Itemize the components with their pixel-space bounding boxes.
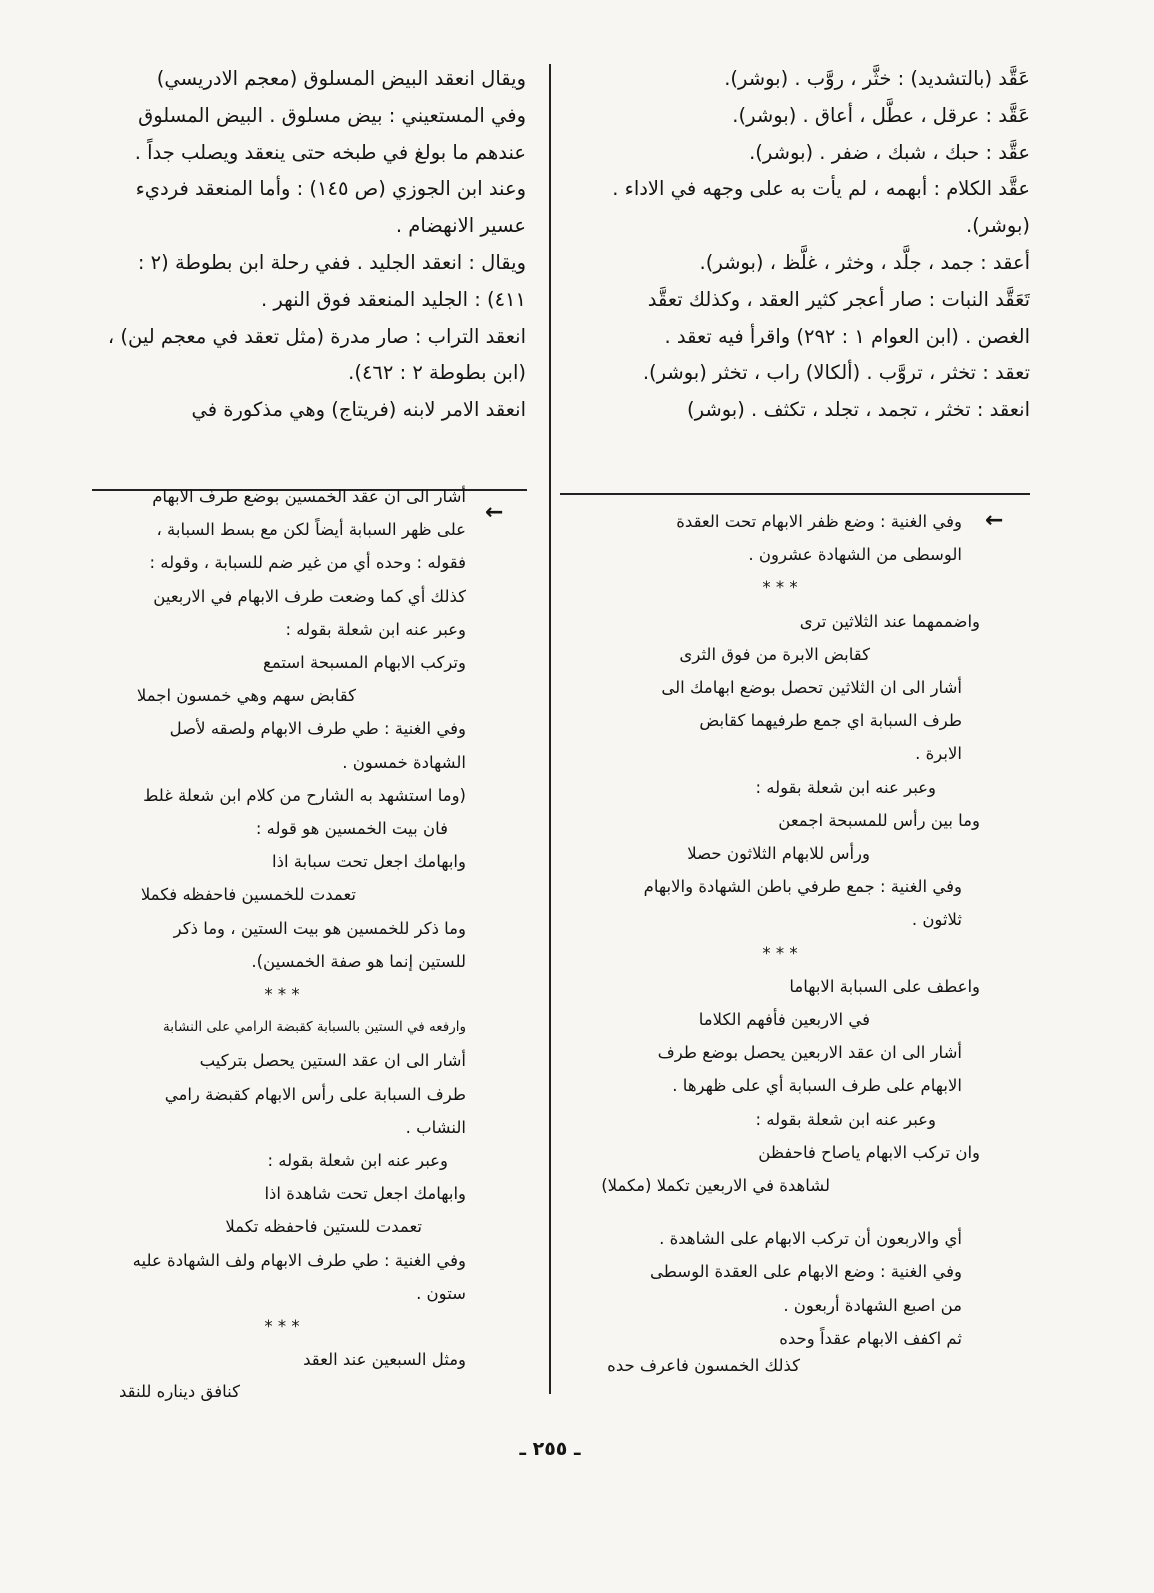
verse-line: وابهامك اجعل تحت سبابة اذا bbox=[272, 852, 466, 872]
footnote-line: وفي الغنية : وضع ظفر الابهام تحت العقدة bbox=[676, 512, 962, 531]
footnote-line: وفي الغنية : طي طرف الابهام ولصقه لأصل bbox=[169, 719, 466, 739]
verse-line-end: كنافق ديناره للنقد bbox=[118, 1382, 240, 1401]
footnote-line: كذلك أي كما وضعت طرف الابهام في الاربعين bbox=[153, 586, 466, 606]
dict-entry: عَقَّد (بالتشديد) : خثَّر ، روَّب . (بوشر). bbox=[724, 67, 1030, 90]
column-divider bbox=[549, 64, 551, 1394]
page-number: ـ ٢٥٥ ـ bbox=[519, 1438, 581, 1460]
footnote-line: الوسطى من الشهادة عشرون . bbox=[748, 545, 962, 565]
footnote-line: فقوله : وحده أي من غير ضم للسبابة ، وقوله : bbox=[149, 553, 466, 573]
dict-entry: انعقد الامر لابنه (فريتاج) وهي مذكورة في bbox=[191, 398, 526, 422]
verse-line: ومثل السبعين عند العقد bbox=[303, 1350, 466, 1370]
footnote-line: طرف السبابة على رأس الابهام كقبضة رامي bbox=[164, 1084, 466, 1104]
footnote-line: وعبر عنه ابن شعلة بقوله : bbox=[755, 1109, 936, 1129]
verse-line: وابهامك اجعل تحت شاهدة اذا bbox=[264, 1184, 466, 1204]
footnote-line: الابهام على طرف السبابة أي على ظهرها . bbox=[672, 1076, 962, 1096]
footnote-line: وفي الغنية : طي طرف الابهام ولف الشهادة عليه bbox=[132, 1250, 466, 1270]
footnote-line: للستين إنما هو صفة الخمسين). bbox=[251, 951, 466, 971]
dict-entry: ويقال : انعقد الجليد . ففي رحلة ابن بطوطة (٢ : ٤١١) : الجليد المنعقد فوق النهر . bbox=[137, 250, 526, 311]
footnote-line: أي والاربعون أن تركب الابهام على الشاهدة . bbox=[659, 1229, 962, 1249]
dict-entry: وفي المستعيني : بيض مسلوق . البيض المسلوق عندهم ما بولغ في طبخه حتى ينعقد ويصلب جداً . bbox=[134, 103, 526, 164]
footnote-line: من اصبع الشهادة أربعون . bbox=[783, 1295, 962, 1315]
dict-entry: عقَّد الكلام : أبهمه ، لم يأت به على وجهه في الاداء . (بوشر). bbox=[612, 177, 1030, 238]
dict-entry: ويقال انعقد البيض المسلوق (معجم الادريسي) bbox=[156, 67, 526, 90]
verse-line: في الاربعين فأفهم الكلاما bbox=[698, 1010, 870, 1030]
verse-line-end: كذلك الخمسون فاعرف حده bbox=[607, 1356, 800, 1375]
dict-entry: تعقد : تخثر ، تروَّب . (ألكالا) راب ، تخثر (بوشر). bbox=[642, 361, 1030, 385]
left-footnotes-column bbox=[98, 480, 466, 1376]
footnote-line: النشاب . bbox=[405, 1117, 466, 1137]
footnote-line: طرف السبابة اي جمع طرفيهما كقابض bbox=[699, 711, 962, 731]
left-dictionary-column bbox=[96, 61, 526, 429]
dict-entry: انعقد التراب : صار مدرة (مثل تعقد في معجم لين) ، (ابن بطوطة ٢ : ٤٦٢). bbox=[107, 324, 526, 385]
footnote-line: وفي الغنية : وضع الابهام على العقدة الوسطى bbox=[650, 1262, 962, 1282]
section-stars: * * * bbox=[264, 1317, 300, 1337]
right-dictionary-column bbox=[590, 61, 1030, 429]
footnote-line: أشار الى ان عقد الستين يحصل بتركيب bbox=[199, 1051, 466, 1071]
verse-line: كقابض الابرة من فوق الثرى bbox=[679, 644, 870, 664]
footnote-line: أشار الى ان عقد الاربعين يحصل بوضع طرف bbox=[657, 1043, 962, 1063]
verse-line: وما بين رأس للمسبحة اجمعن bbox=[778, 810, 980, 830]
section-stars: * * * bbox=[762, 578, 798, 598]
verse-line: تعمدت للستين فاحفظه تكملا bbox=[225, 1217, 422, 1237]
verse-line: وارفعه في الستين بالسبابة كقبضة الرامي على النشابة bbox=[163, 1019, 466, 1036]
footnote-line: أشار الى ان عقد الخمسين بوضع طرف الابهام bbox=[152, 487, 466, 506]
footnote-line: ثلاثون . bbox=[911, 910, 962, 930]
continuation-arrow-icon: ← bbox=[985, 508, 1004, 533]
footnote-line: وفي الغنية : جمع طرفي باطن الشهادة والابهام bbox=[643, 877, 962, 897]
dict-entry: عقَّد : حبك ، شبك ، ضفر . (بوشر). bbox=[749, 140, 1030, 164]
dict-entry: وعند ابن الجوزي (ص ١٤٥) : وأما المنعقد فرديء عسير الانهضام . bbox=[135, 177, 526, 238]
footnote-line: فان بيت الخمسين هو قوله : bbox=[255, 819, 448, 839]
verse-line: وان تركب الابهام ياصاح فاحفظن bbox=[758, 1142, 980, 1162]
footnote-line: (وما استشهد به الشارح من كلام ابن شعلة غلط bbox=[143, 785, 466, 805]
dict-entry: انعقد : تخثر ، تجمد ، تجلد ، تكثف . (بوشر) bbox=[687, 398, 1030, 422]
section-stars: * * * bbox=[762, 943, 798, 963]
footnote-line: وعبر عنه ابن شعلة بقوله : bbox=[755, 777, 936, 797]
footnote-line: وعبر عنه ابن شعلة بقوله : bbox=[267, 1151, 448, 1171]
footnote-line: الابرة . bbox=[915, 744, 962, 764]
footnote-line: أشار الى ان الثلاثين تحصل بوضع ابهامك الى bbox=[661, 678, 962, 698]
verse-line: واضممهما عند الثلاثين ترى bbox=[799, 611, 980, 631]
verse-line: تعمدت للخمسين فاحفظه فكملا bbox=[140, 885, 356, 905]
verse-line: لشاهدة في الاربعين تكملا (مكملا) bbox=[601, 1176, 830, 1196]
footnote-separator-right bbox=[560, 493, 1030, 495]
dict-entry: تَعَقَّد النبات : صار أعجر كثير العقد ، وكذلك تعقَّد الغصن . (ابن العوام ١ : ٢٩٢) واقرأ فيه تعقد . bbox=[647, 287, 1030, 348]
section-stars: * * * bbox=[264, 985, 300, 1005]
footnote-line: ستون . bbox=[416, 1283, 466, 1303]
verse-line: كقابض سهم وهي خمسون اجملا bbox=[136, 686, 356, 706]
footnote-line: على ظهر السبابة أيضاً لكن مع بسط السبابة ، bbox=[156, 520, 466, 540]
dict-entry: أعقد : جمد ، جلَّد ، وخثر ، غلَّظ ، (بوشر). bbox=[699, 250, 1030, 274]
verse-line: ثم اكفف الابهام عقداً وحده bbox=[779, 1328, 962, 1348]
verse-line: وتركب الابهام المسبحة استمع bbox=[263, 653, 466, 673]
right-footnotes-column bbox=[580, 505, 980, 1355]
footnote-line: وما ذكر للخمسين هو بيت الستين ، وما ذكر bbox=[173, 918, 466, 938]
dict-entry: عَقَّد : عرقل ، عطَّل ، أعاق . (بوشر). bbox=[732, 103, 1030, 127]
footnote-line: الشهادة خمسون . bbox=[342, 752, 466, 772]
verse-line: واعطف على السبابة الابهاما bbox=[789, 976, 980, 996]
continuation-arrow-icon: ← bbox=[485, 500, 504, 525]
verse-line: ورأس للابهام الثلاثون حصلا bbox=[687, 844, 870, 864]
footnote-line: وعبر عنه ابن شعلة بقوله : bbox=[285, 619, 466, 639]
